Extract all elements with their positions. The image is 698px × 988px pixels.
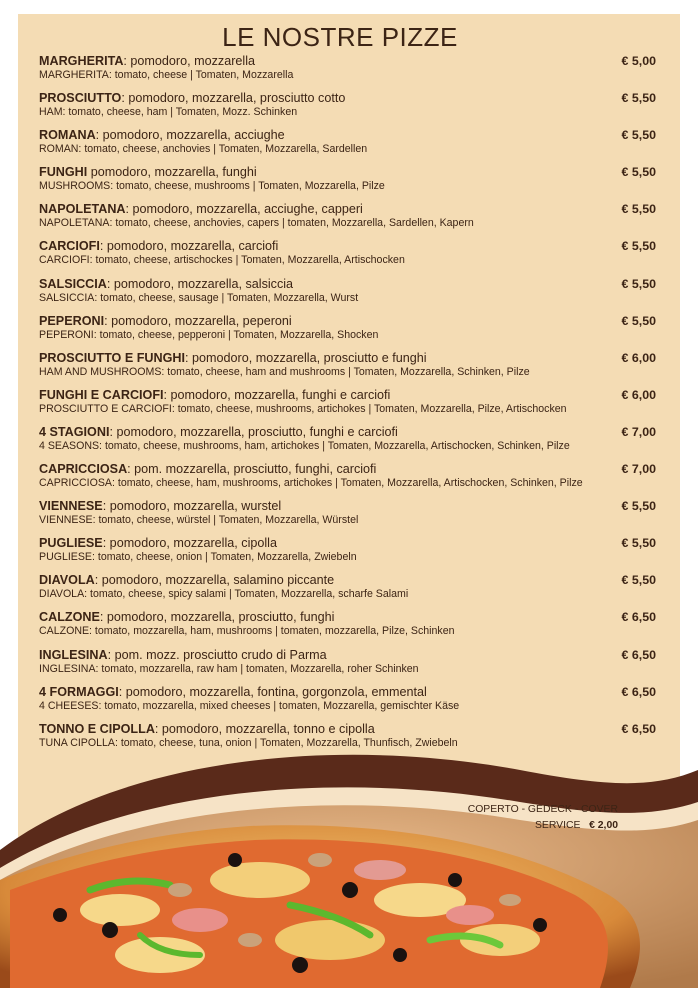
menu-item-translation: PROSCIUTTO E CARCIOFI: tomato, cheese, mushrooms, artichokes | Tomaten, Mozzarella, Pilze, Artischocken — [39, 402, 567, 415]
menu-item-italian — [39, 277, 659, 292]
menu-item-italian — [39, 239, 659, 254]
menu-item-price: € 6,00 — [621, 387, 656, 402]
menu-item-italian — [39, 202, 659, 217]
menu-item-translation: PEPERONI: tomato, cheese, pepperoni | Tomaten, Mozzarella, Shocken — [39, 328, 379, 341]
menu-item — [39, 91, 659, 128]
menu-item-translation: NAPOLETANA: tomato, cheese, anchovies, capers | tomaten, Mozzarella, Sardellen, Kapern — [39, 217, 474, 230]
menu-item-ingredients: pomodoro, mozzarella, funghi — [87, 165, 257, 180]
menu-item-name: PEPERONI — [39, 313, 105, 328]
menu-item-price: € 5,50 — [621, 313, 656, 328]
pizza-photo — [0, 740, 698, 988]
menu-item-name: FUNGHI — [39, 165, 88, 180]
menu-item-name: TONNO E CIPOLLA — [39, 721, 155, 736]
menu-item-translation: CARCIOFI: tomato, cheese, artischockes | Tomaten, Mozzarella, Artischocken — [39, 254, 405, 267]
menu-item-price: € 5,50 — [621, 499, 656, 514]
menu-item-italian — [39, 648, 659, 663]
menu-item-translation: DIAVOLA: tomato, cheese, spicy salami | Tomaten, Mozzarella, scharfe Salami — [39, 588, 409, 601]
menu-item — [39, 610, 659, 647]
menu-item-translation: HAM AND MUSHROOMS: tomato, cheese, ham and mushrooms | Tomaten, Mozzarella, Schinken, Pilze — [39, 365, 530, 378]
menu-item-name: SALSICCIA — [39, 276, 107, 291]
menu-item-name: DIAVOLA — [39, 573, 95, 588]
menu-item — [39, 239, 659, 276]
menu-item-italian — [39, 722, 659, 737]
menu-item-name: CALZONE — [39, 610, 100, 625]
menu-item-price: € 7,00 — [621, 462, 656, 477]
menu-item — [39, 202, 659, 239]
menu-item-price: € 5,00 — [621, 54, 656, 68]
menu-item-translation: VIENNESE: tomato, cheese, würstel | Tomaten, Mozzarella, Würstel — [39, 514, 359, 527]
menu-item — [39, 314, 659, 351]
menu-item-ingredients: : pom. mozz. prosciutto crudo di Parma — [107, 647, 327, 662]
menu-item-translation: 4 CHEESES: tomato, mozzarella, mixed cheeses | tomaten, Mozzarella, gemischter Käse — [39, 699, 460, 712]
menu-item — [39, 277, 659, 314]
menu-item-price: € 6,00 — [621, 350, 656, 365]
menu-item-italian — [39, 425, 659, 440]
menu-item — [39, 54, 659, 91]
menu-item-name: PROSCIUTTO — [39, 91, 122, 106]
menu-item-italian — [39, 462, 659, 477]
menu-item — [39, 351, 659, 388]
menu-item-italian — [39, 610, 659, 625]
menu-item-italian — [39, 573, 659, 588]
menu-item — [39, 685, 659, 722]
menu-item — [39, 536, 659, 573]
menu-item-name: VIENNESE — [39, 499, 103, 514]
menu-item-name: PUGLIESE — [39, 536, 103, 551]
menu-item-price: € 5,50 — [621, 536, 656, 551]
menu-item-ingredients: : pomodoro, mozzarella, carciofi — [99, 239, 279, 254]
menu-item — [39, 573, 659, 610]
menu-item-price: € 5,50 — [621, 276, 656, 291]
menu-item-ingredients: : pomodoro, mozzarella, tonno e cipolla — [154, 721, 375, 736]
menu-item-price: € 5,50 — [621, 128, 656, 143]
menu-item-ingredients: : pomodoro, mozzarella — [123, 54, 256, 68]
menu-item-ingredients: : pomodoro, mozzarella, prosciutto cotto — [121, 91, 346, 106]
menu-item-ingredients: : pomodoro, mozzarella, peperoni — [104, 313, 292, 328]
menu-item-italian — [39, 314, 659, 329]
menu-item-translation: ROMAN: tomato, cheese, anchovies | Tomaten, Mozzarella, Sardellen — [39, 143, 368, 156]
menu-item — [39, 388, 659, 425]
pizza-list — [39, 54, 659, 759]
menu-item — [39, 425, 659, 462]
menu-item-name: INGLESINA — [39, 647, 108, 662]
menu-item-name: CARCIOFI — [39, 239, 100, 254]
menu-item-ingredients: : pomodoro, mozzarella, funghi e carciofi — [163, 387, 391, 402]
menu-item-name: MARGHERITA — [39, 54, 124, 68]
menu-item-translation: 4 SEASONS: tomato, cheese, mushrooms, ham, artichokes | Tomaten, Mozzarella, Artischocken, Schinken, Pilze — [39, 439, 570, 452]
menu-item-price: € 6,50 — [621, 721, 656, 736]
menu-item-ingredients: : pomodoro, mozzarella, salsiccia — [106, 276, 294, 291]
menu-item-ingredients: : pomodoro, mozzarella, acciughe, capperi — [125, 202, 363, 217]
menu-item-translation: CALZONE: tomato, mozzarella, ham, mushrooms | tomaten, mozzarella, Pilze, Schinken — [39, 625, 455, 638]
menu-item-italian — [39, 685, 659, 700]
page-title: LE NOSTRE PIZZE — [222, 22, 458, 52]
menu-item — [39, 462, 659, 499]
menu-item — [39, 648, 659, 685]
menu-item — [39, 165, 659, 202]
menu-item-translation: MUSHROOMS: tomato, cheese, mushrooms | Tomaten, Mozzarella, Pilze — [39, 180, 385, 193]
menu-item-price: € 6,50 — [621, 610, 656, 625]
menu-item-price: € 5,50 — [621, 202, 656, 217]
menu-item-italian — [39, 499, 659, 514]
cover-label: COPERTO - GEDECK - COVER — [467, 804, 618, 815]
menu-item-name: 4 STAGIONI — [39, 424, 110, 439]
menu-item-ingredients: : pomodoro, mozzarella, prosciutto, funghi — [99, 610, 335, 625]
menu-item-translation: PUGLIESE: tomato, cheese, onion | Tomaten, Mozzarella, Zwiebeln — [39, 551, 357, 564]
menu-item-italian — [39, 536, 659, 551]
menu-item-ingredients: : pomodoro, mozzarella, cipolla — [102, 536, 277, 551]
cover-price: € 2,00 — [589, 820, 618, 831]
menu-item-ingredients: : pomodoro, mozzarella, acciughe — [95, 128, 285, 143]
menu-item-price: € 5,50 — [621, 165, 656, 180]
menu-item — [39, 128, 659, 165]
menu-item-translation: HAM: tomato, cheese, ham | Tomaten, Mozz. Schinken — [39, 106, 298, 119]
menu-item-ingredients: : pom. mozzarella, prosciutto, funghi, carciofi — [127, 462, 377, 477]
cover-service-line — [440, 818, 618, 834]
menu-item-price: € 7,00 — [621, 424, 656, 439]
menu-item-name: 4 FORMAGGI — [39, 684, 119, 699]
cover-charge — [440, 802, 618, 834]
menu-item-ingredients: : pomodoro, mozzarella, salamino piccante — [94, 573, 335, 588]
menu-item-ingredients: : pomodoro, mozzarella, prosciutto e funghi — [185, 350, 427, 365]
menu-item-price: € 6,50 — [621, 647, 656, 662]
menu-item-translation: TUNA CIPOLLA: tomato, cheese, tuna, onion | Tomaten, Mozzarella, Thunfisch, Zwiebeln — [39, 736, 458, 749]
menu-item-ingredients: : pomodoro, mozzarella, wurstel — [102, 499, 282, 514]
menu-item-translation: SALSICCIA: tomato, cheese, sausage | Tomaten, Mozzarella, Wurst — [39, 291, 359, 304]
cover-service-label: SERVICE — [535, 820, 581, 831]
menu-item-price: € 6,50 — [621, 684, 656, 699]
menu-item-ingredients: : pomodoro, mozzarella, prosciutto, funghi e carciofi — [109, 424, 398, 439]
menu-item-price: € 5,50 — [621, 91, 656, 106]
menu-item-italian — [39, 165, 659, 180]
menu-item-italian — [39, 128, 659, 143]
menu-item-price: € 5,50 — [621, 239, 656, 254]
menu-item-name: NAPOLETANA — [39, 202, 126, 217]
menu-item-price: € 5,50 — [621, 573, 656, 588]
menu-item-translation: CAPRICCIOSA: tomato, cheese, ham, mushrooms, artichokes | Tomaten, Mozzarella, Artischocken, Schinken, Pilze — [39, 477, 583, 490]
menu-item-name: FUNGHI E CARCIOFI — [39, 387, 164, 402]
menu-item-ingredients: : pomodoro, mozzarella, fontina, gorgonzola, emmental — [118, 684, 427, 699]
menu-item-name: ROMANA — [39, 128, 96, 143]
menu-item-translation: INGLESINA: tomato, mozzarella, raw ham | tomaten, Mozzarella, roher Schinken — [39, 662, 419, 675]
menu-item-translation: MARGHERITA: tomato, cheese | Tomaten, Mozzarella — [39, 69, 294, 81]
menu-item-italian — [39, 54, 659, 69]
menu-item-italian — [39, 351, 659, 366]
menu-item-italian — [39, 388, 659, 403]
menu-item-italian — [39, 91, 659, 106]
menu-item-name: PROSCIUTTO E FUNGHI — [39, 350, 186, 365]
menu-item-name: CAPRICCIOSA — [39, 462, 128, 477]
menu-item — [39, 499, 659, 536]
